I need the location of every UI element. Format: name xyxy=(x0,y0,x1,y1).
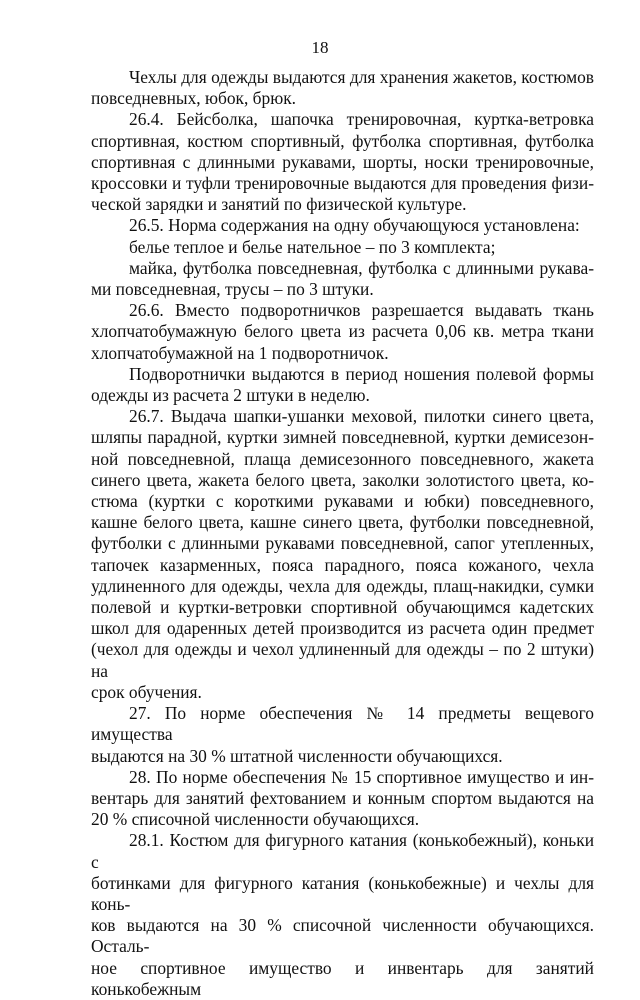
text-line: кашне белого цвета, кашне синего цвета, футболки повседневной, xyxy=(91,512,594,533)
text-line: удлиненного для одежды, чехла для одежды, плащ-накидки, сумки xyxy=(91,575,594,596)
text-line: 26.6. Вместо подворотничков разрешается выдавать ткань xyxy=(129,300,594,321)
text-line: ботинками для фигурного катания (конькобежные) и чехлы для конь- xyxy=(91,872,594,914)
text-line: спортивная с длинными рукавами, шорты, носки тренировочные, xyxy=(91,151,594,172)
text-line: Подворотнички выдаются в период ношения полевой формы xyxy=(129,363,594,384)
page-number: 18 xyxy=(311,38,329,57)
text-line: хлопчатобумажную белого цвета из расчета 0,06 кв. метра ткани xyxy=(91,321,594,342)
text-line: ческой зарядки и занятий по физической культуре. xyxy=(91,194,467,215)
text-line: полевой и куртки-ветровки спортивной обучающимся кадетских xyxy=(91,597,594,618)
text-line: майка, футболка повседневная, футболка с длинными рукава- xyxy=(129,257,594,278)
text-line: 27. По норме обеспечения № 14 предметы вещевого имущества xyxy=(91,703,594,745)
text-line: 26.7. Выдача шапки-ушанки меховой, пилотки синего цвета, xyxy=(129,406,594,427)
text-line: 20 % списочной численности обучающихся. xyxy=(91,809,420,830)
text-line: вентарь для занятий фехтованием и конным спортом выдаются на xyxy=(91,787,594,808)
text-line: ное спортивное имущество и инвентарь для занятий конькобежным xyxy=(91,957,594,999)
text-line: спортивная, костюм спортивный, футболка спортивная, футболка xyxy=(91,130,594,151)
text-line: ми повседневная, трусы – по 3 штуки. xyxy=(91,279,374,300)
text-line: ной повседневной, плаща демисезонного повседневного, жакета xyxy=(91,448,594,469)
text-line: стюма (куртки с короткими рукавами и юбки) повседневного, xyxy=(91,491,594,512)
text-line: срок обучения. xyxy=(91,681,202,702)
text-line: 28. По норме обеспечения № 15 спортивное имущество и ин- xyxy=(129,766,594,787)
text-line: хлопчатобумажной на 1 подворотничок. xyxy=(91,342,389,363)
text-line: одежды из расчета 2 штуки в неделю. xyxy=(91,385,370,406)
text-line: белье теплое и белье нательное – по 3 комплекта; xyxy=(129,236,496,257)
text-line: повседневных, юбок, брюк. xyxy=(91,88,297,109)
text-line: ков выдаются на 30 % списочной численности обучающихся. Осталь- xyxy=(91,915,594,957)
text-line: выдаются на 30 % штатной численности обучающихся. xyxy=(91,745,503,766)
text-line: шляпы парадной, куртки зимней повседневной, куртки демисезон- xyxy=(91,427,594,448)
text-line: кроссовки и туфли тренировочные выдаются для проведения физи- xyxy=(91,173,594,194)
text-line: Чехлы для одежды выдаются для хранения жакетов, костюмов xyxy=(129,67,594,87)
text-line: футболки с длинными рукавами повседневной, сапог утепленных, xyxy=(91,533,594,554)
document-body xyxy=(91,67,594,1000)
text-line: (чехол для одежды и чехол удлиненный для одежды – по 2 штуки) на xyxy=(91,639,594,681)
text-line: синего цвета, жакета белого цвета, заколки золотистого цвета, ко- xyxy=(91,469,594,490)
text-line: 26.5. Норма содержания на одну обучающуюся установлена: xyxy=(129,215,580,236)
text-line: тапочек казарменных, пояса парадного, пояса кожаного, чехла xyxy=(91,554,594,575)
text-line: школ для одаренных детей производится из расчета один предмет xyxy=(91,618,594,639)
text-line: 26.4. Бейсболка, шапочка тренировочная, куртка-ветровка xyxy=(129,109,594,130)
text-line: 28.1. Костюм для фигурного катания (конькобежный), коньки с xyxy=(91,830,594,872)
